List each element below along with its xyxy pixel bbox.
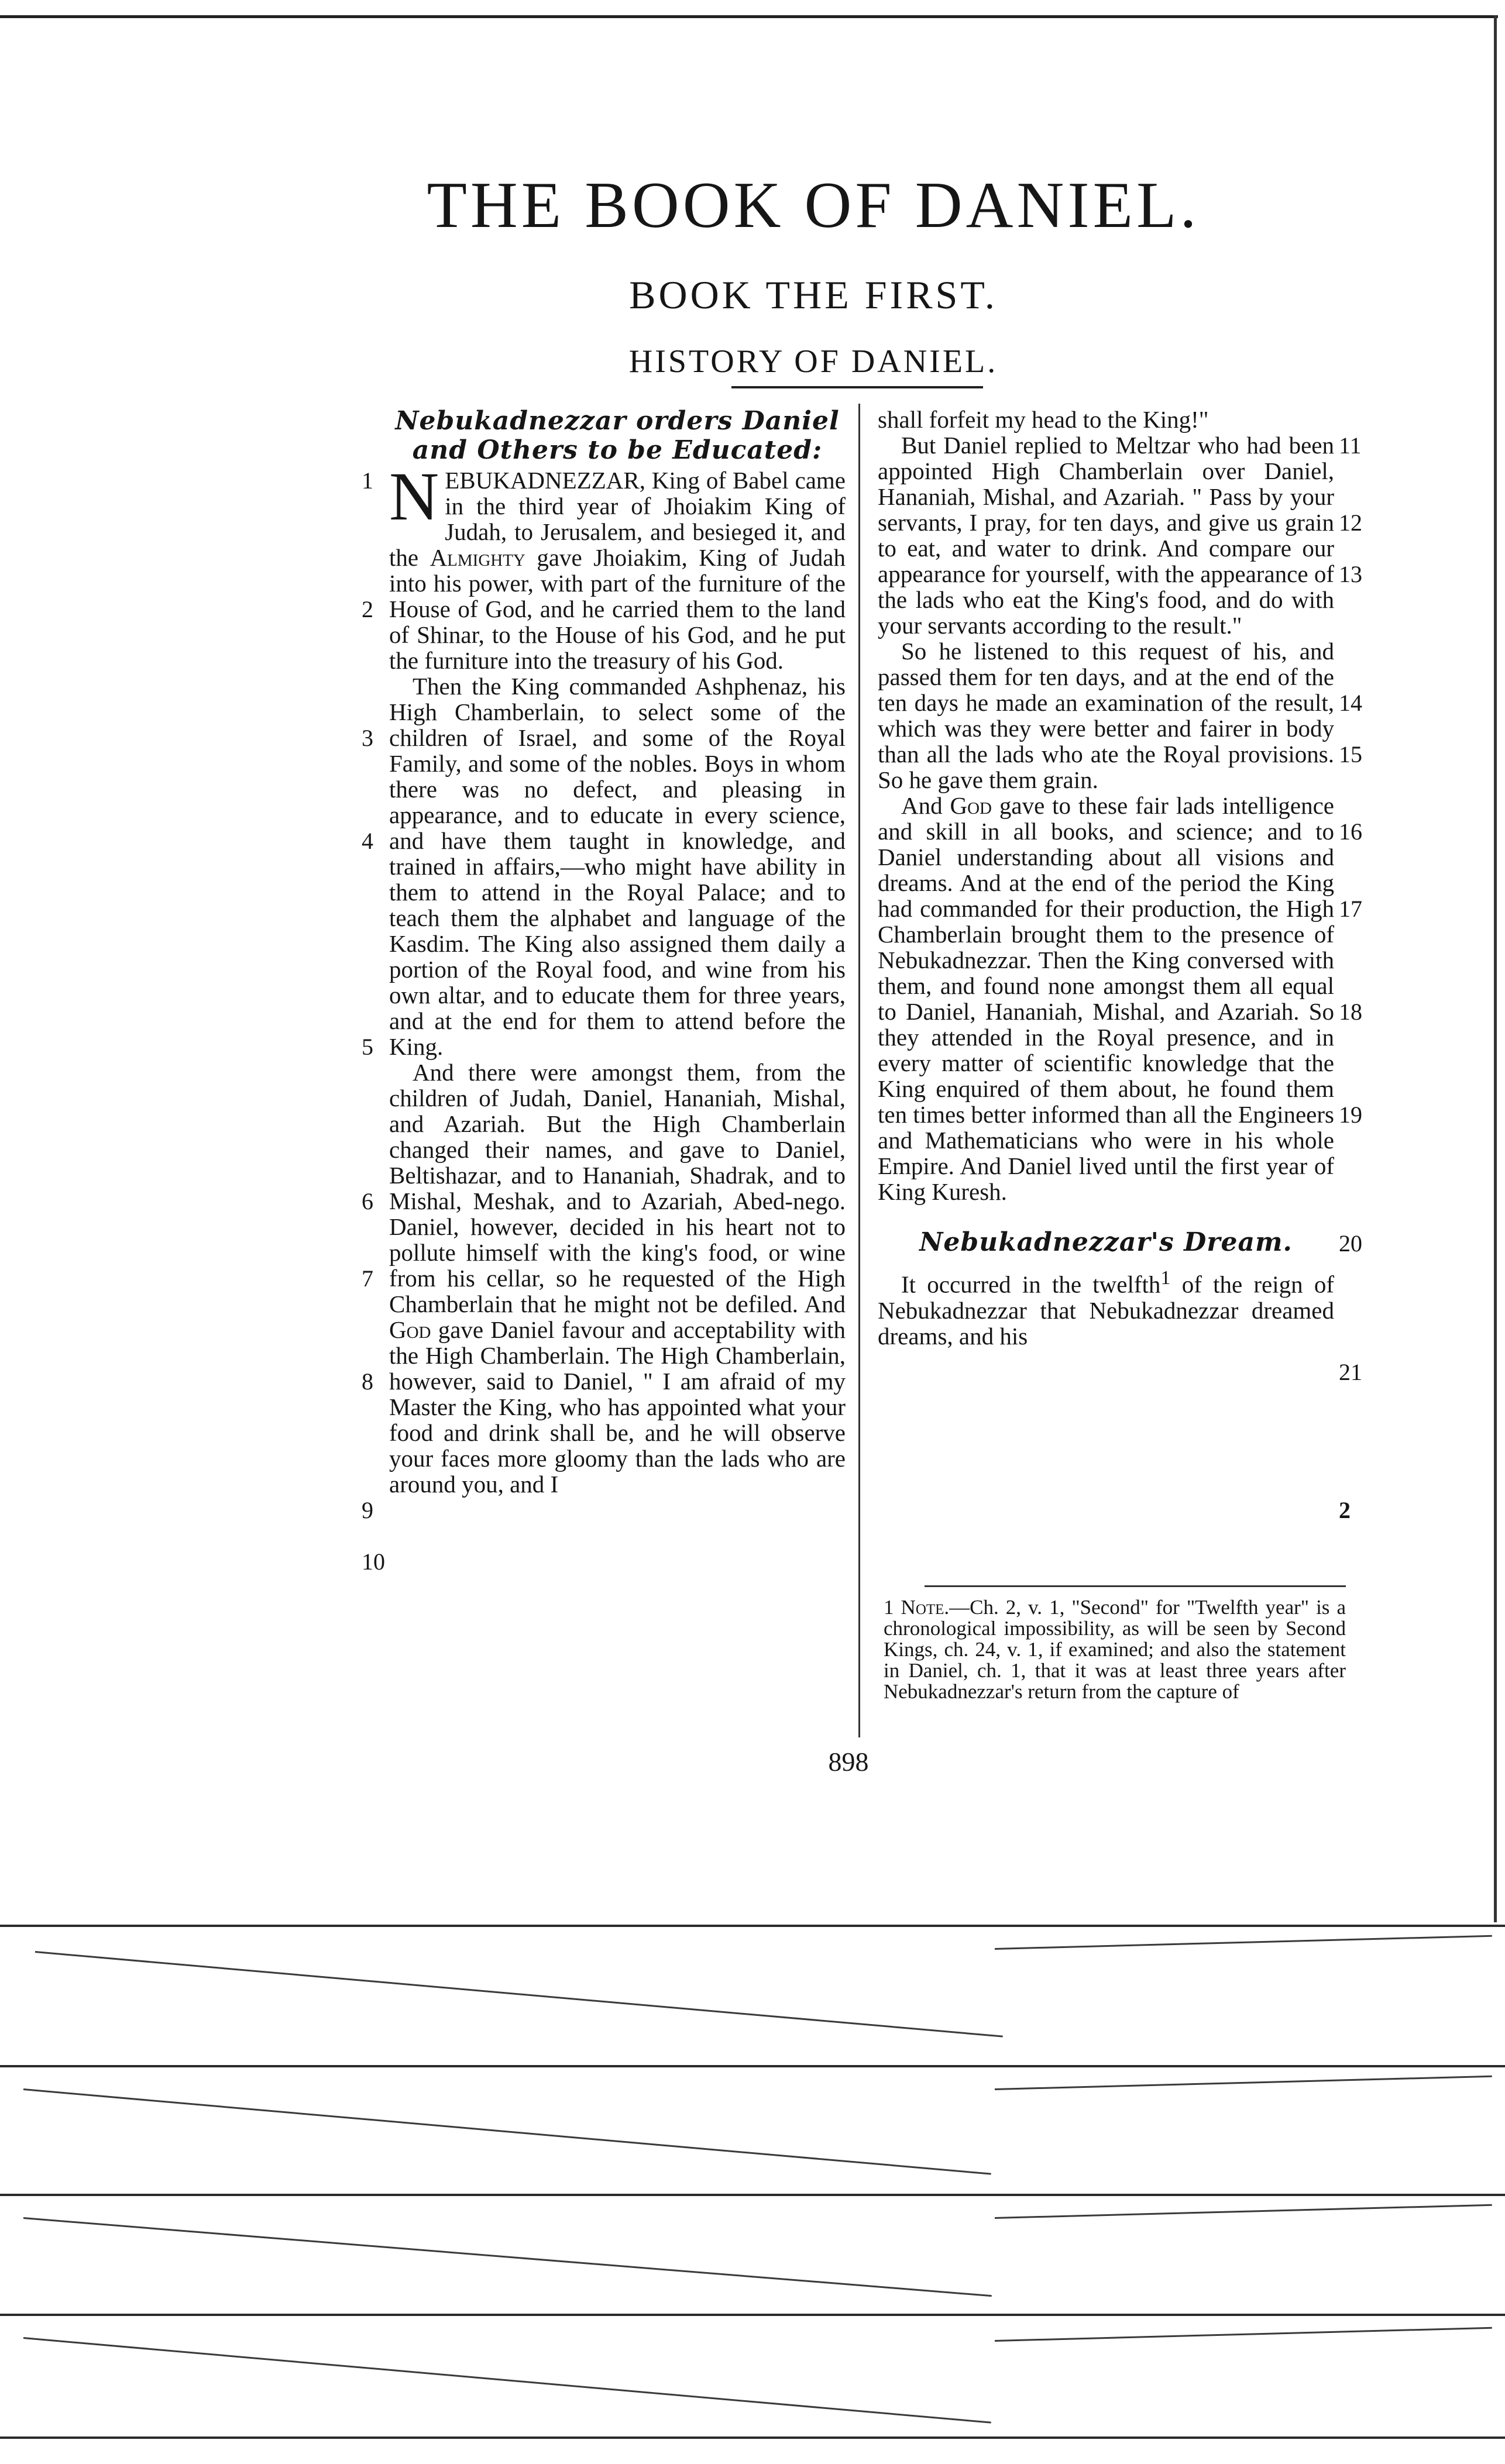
scan-line [995, 2327, 1492, 2342]
scan-line [995, 2076, 1492, 2090]
verse-number: 5 [362, 1034, 373, 1060]
page-number: 898 [828, 1747, 869, 1777]
verse-number: 4 [362, 828, 373, 854]
verse-number: 21 [1339, 1359, 1362, 1385]
verse-number: 9 [362, 1497, 373, 1523]
verse-number: 20 [1339, 1230, 1362, 1257]
paragraph-2: Then the King commanded Ashphenaz, his High Chamberlain, to select some of the children of Israel, and some of the Royal Family, and some of the nobles. Boys in whom there was no defect, and pleasing in appearance, and to educate in every science, and have them taught in knowledge, and trained in affairs,—who might have ability in them to attend in the Royal Palace; and to teach them the alphabet and language of the Kasdim. The King also assigned them daily a portion of the Royal food, and wine from his own altar, and to educate them for three years, and at the end for them to attend before the King. [389, 673, 846, 1060]
top-border-rule [0, 15, 1498, 18]
verse-number: 14 [1339, 690, 1362, 716]
paragraph-8-text-b: of the reign of Nebukadnezzar that Nebukadnezzar dreamed dreams, and his [878, 1271, 1334, 1350]
paragraph-1-text: EBUKADNEZZAR, King of Babel came in the third year of Jhoiakim King of Judah, to Jerusalem, and besieged it, and the [389, 467, 846, 571]
verse-number: 10 [362, 1548, 385, 1575]
verse-number: 19 [1339, 1102, 1362, 1128]
scan-line [0, 2194, 1505, 2196]
verse-number: 8 [362, 1368, 373, 1395]
verse-number: 15 [1339, 741, 1362, 768]
verse-number: 16 [1339, 818, 1362, 845]
god-smallcaps: God [389, 1316, 431, 1343]
verse-number: 6 [362, 1188, 373, 1214]
paragraph-3-text-b: gave Daniel favour and acceptability with the High Chamberlain. The High Chamberlain, however, said to Daniel, " I am afraid of my Master the King, who has appointed what your food and drink shall be, and he will observe your faces more gloomy than the lads who are around you, and I [389, 1316, 846, 1498]
left-section-heading: Nebukadnezzar orders Daniel and Others to be Educated: [395, 406, 840, 465]
footnote-reference[interactable]: 1 [1160, 1267, 1171, 1289]
left-column [389, 407, 846, 1497]
column-divider [858, 404, 860, 1737]
footnote-mark: 1 [884, 1596, 894, 1619]
header-rule [731, 386, 983, 388]
verse-number: 17 [1339, 896, 1362, 922]
scan-line [35, 1951, 1003, 2038]
paragraph-3 [389, 1059, 846, 1497]
scan-line [23, 2217, 992, 2297]
scan-line [0, 2437, 1505, 2439]
right-section-heading: Nebukadnezzar's Dream. [919, 1227, 1293, 1257]
paragraph-5: But Daniel replied to Meltzar who had been appointed High Chamberlain over Daniel, Hananiah, Mishal, and Azariah. " Pass by your servants, I pray, for ten days, and give us grain to eat, and water to drink. And compare our appearance for yourself, with the appearance of the lads who eat the King's food, and do with your servants according to the result." [878, 432, 1334, 639]
verse-number: 2 [362, 596, 373, 622]
paragraph-1-text-b: gave Jhoiakim, King of Judah into his power, with part of the furniture of the House of God, and he carried them to the land of Shinar, to the House of his God, and he put the furniture into the treasury of his God. [389, 544, 846, 674]
paragraph-7-text-b: gave to these fair lads intelligence and skill in all books, and science; and to Daniel understanding about all visions and dreams. And at the end of the period the King had commanded for their production, the High Chamberlain brought them to the presence of Nebukadnezzar. Then the King conversed with them, and found none amongst them all equal to Daniel, Hananiah, Mishal, and Azariah. So they attended in the Royal presence, and in every matter of scientific knowledge that the King enquired of them about, he found them ten times better informed than all the Engineers and Mathematicians who were in his whole Empire. And Daniel lived until the first year of King Kuresh. [878, 792, 1335, 1205]
verse-number: 12 [1339, 510, 1362, 536]
verse-number: 7 [362, 1265, 373, 1292]
scan-line [995, 2204, 1492, 2219]
paragraph-6: So he listened to this request of his, and passed them for ten days, and at the end of the ten days he made an examination of the result, which was they were better and fairer in body than all the lads who ate the Royal provisions. So he gave them grain. [878, 638, 1334, 793]
footnote [884, 1597, 1346, 1702]
scan-line [0, 2065, 1505, 2067]
verse-number: 3 [362, 725, 373, 751]
scan-line [0, 1925, 1505, 1927]
right-column [878, 407, 1334, 1349]
paragraph-1 [389, 458, 846, 674]
paragraph-7 [878, 793, 1334, 1205]
paragraph-8-text-a: It occurred in the twelfth [901, 1271, 1161, 1298]
god-smallcaps: God [950, 792, 992, 819]
footnote-text: —Ch. 2, v. 1, "Second" for "Twelfth year" is a chronological impossibility, as will be seen by Second Kings, ch. 24, v. 1, if examined; and also the statement in Daniel, ch. 1, that it was at least three years after Nebukadnezzar's return from the capture of [884, 1596, 1346, 1703]
book-subtitle: BOOK THE FIRST. [629, 273, 998, 317]
almighty-smallcaps: Almighty [429, 544, 525, 571]
scan-line [0, 2314, 1505, 2316]
paragraph-4: shall forfeit my head to the King!" [878, 406, 1209, 433]
verse-number: 13 [1339, 561, 1362, 587]
scan-line [23, 2337, 991, 2424]
right-border-rule [1494, 15, 1497, 1922]
scan-line [23, 2088, 991, 2175]
footnote-rule [925, 1585, 1346, 1587]
paragraph-8 [878, 1265, 1334, 1349]
paragraph-7-text-a: And [901, 792, 950, 819]
verse-number: 1 [362, 467, 373, 494]
verse-number: 11 [1339, 432, 1362, 459]
drop-cap: N [389, 458, 439, 535]
paragraph-3-text: And there were amongst them, from the children of Judah, Daniel, Hananiah, Mishal, and Azariah. But the High Chamberlain changed their names, and gave to Daniel, Beltishazar, and to Hananiah, Shadrak, and to Mishal, Meshak, and to Azariah, Abed-nego. Daniel, however, decided in his heart not to pollute himself with the king's food, or wine from his cellar, so he requested of the High Chamberlain that he might not be defiled. And [389, 1059, 846, 1317]
verse-number: 18 [1339, 999, 1362, 1025]
footnote-label: Note. [901, 1596, 950, 1619]
scan-line [995, 1935, 1492, 1950]
section-title: HISTORY OF DANIEL. [628, 343, 998, 380]
book-title: THE BOOK OF DANIEL. [427, 169, 1200, 242]
chapter-number: 2 [1339, 1497, 1351, 1523]
